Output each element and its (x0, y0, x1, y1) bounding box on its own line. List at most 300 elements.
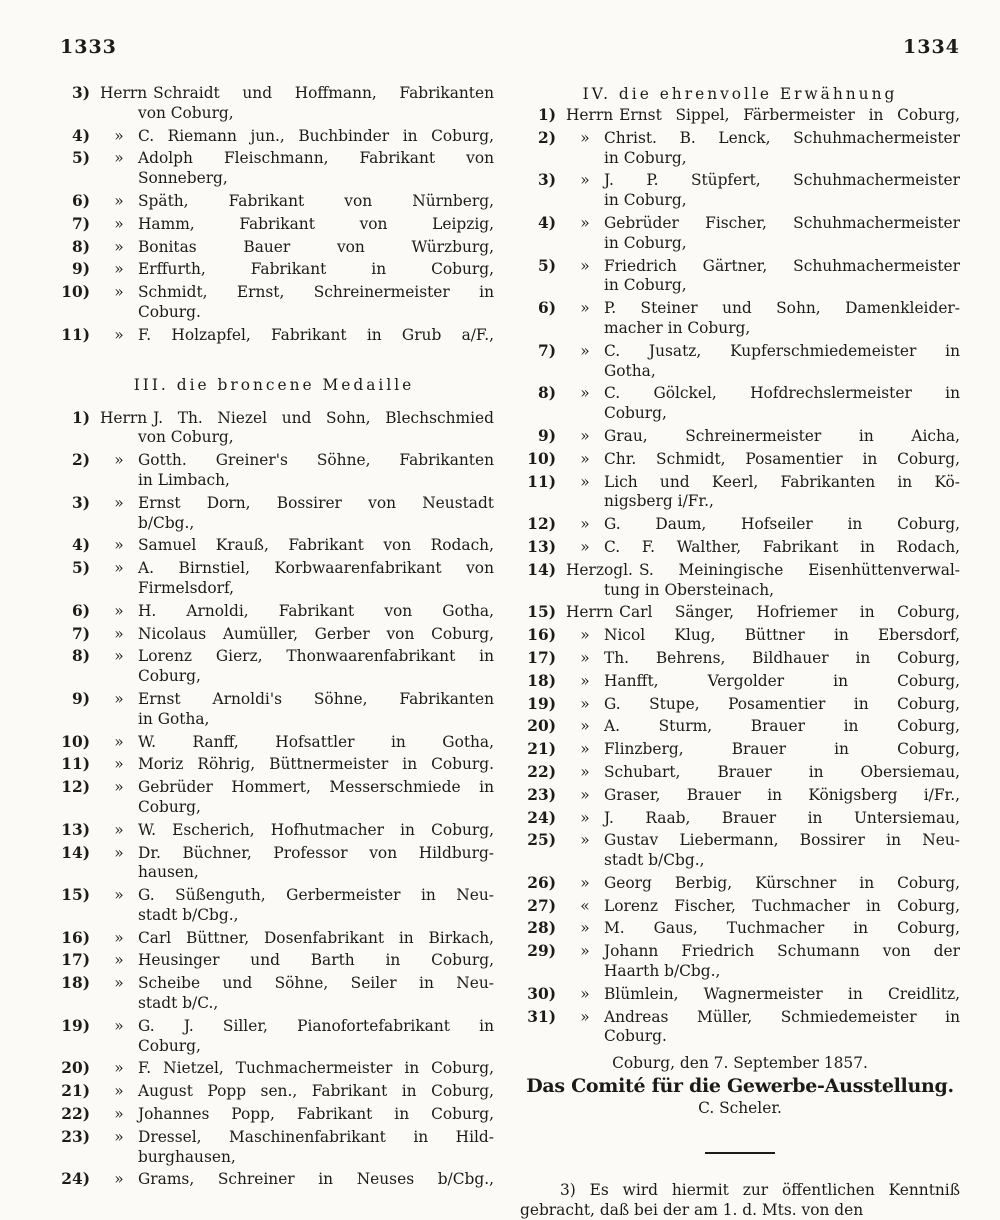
entry-line (520, 919, 960, 939)
indent-spacer (100, 798, 138, 818)
ditto-mark: » (580, 213, 590, 232)
entry-text: Lorenz Gierz, Thonwaarenfabrikant in (138, 647, 494, 666)
entry-number: 26) (527, 873, 556, 892)
ditto-mark: » (114, 214, 124, 233)
ditto-mark: » (114, 559, 124, 578)
entry-text: Dr. Büchner, Professor von Hildburg- (138, 843, 494, 862)
list-entry (520, 626, 960, 649)
entry-line (54, 326, 494, 346)
indent-spacer (54, 428, 100, 448)
indent-spacer (100, 169, 138, 189)
entry-number: 19) (527, 694, 556, 713)
entry-text: Schraidt und Hoffmann, Fabrikanten (153, 84, 494, 102)
list-entry (520, 561, 960, 604)
entry-continuation-text: hausen, (138, 863, 199, 882)
entry-continuation-text: Coburg, (604, 404, 667, 423)
entry-line (54, 1059, 494, 1079)
entry-continuation-text: Coburg, (138, 797, 201, 816)
entry-text: A. Birnstiel, Korbwaarenfabrikant von (138, 559, 494, 578)
entry-line (520, 538, 960, 558)
list-entry (54, 1128, 494, 1171)
entry-text: H. Arnoldi, Fabrikant von Gotha, (138, 601, 494, 620)
list-entry (520, 538, 960, 561)
entry-text: Lorenz Fischer, Tuchmacher in Coburg, (604, 896, 960, 915)
entry-number: 15) (527, 603, 556, 622)
ditto-mark: » (114, 1016, 124, 1035)
entry-line (520, 106, 960, 126)
entry-text: J. P. Stüpfert, Schuhmachermeister (604, 171, 960, 190)
list-entry (54, 821, 494, 844)
entry-number: 23) (61, 1127, 90, 1146)
list-entry (54, 559, 494, 602)
entry-text: Hamm, Fabrikant von Leipzig, (138, 214, 494, 233)
indent-spacer (520, 362, 566, 382)
indent-spacer (54, 104, 100, 124)
entry-line (520, 384, 960, 404)
entry-continuation-text: stadt b/Cbg., (604, 851, 705, 870)
entry-number: 8) (538, 384, 556, 403)
entry-line (54, 1017, 494, 1037)
entry-continuation-text: in Gotha, (138, 709, 210, 728)
entry-line (520, 171, 960, 191)
list-entry (520, 942, 960, 985)
indent-spacer (520, 276, 566, 296)
list-entry (520, 897, 960, 920)
entry-line (54, 929, 494, 949)
entry-line (54, 494, 494, 514)
right-column (520, 84, 960, 1220)
ditto-mark: » (580, 808, 590, 827)
entry-number: 11) (61, 755, 90, 774)
entry-text: Nicol Klug, Büttner in Ebersdorf, (604, 626, 960, 645)
ditto-mark: » (580, 942, 590, 961)
entry-number: 13) (527, 537, 556, 556)
entry-continuation-text: Gotha, (604, 361, 656, 380)
indent-spacer (54, 710, 100, 730)
entry-continuation-text: Firmelsdorf, (138, 578, 234, 597)
ditto-mark: » (114, 974, 124, 993)
indent-spacer (100, 1148, 138, 1168)
entry-number: 8) (72, 237, 90, 256)
ditto-mark: » (114, 1170, 124, 1189)
entry-line (520, 649, 960, 669)
entry-continuation-text: b/Cbg., (138, 513, 195, 532)
ditto-mark: » (580, 831, 590, 850)
entry-line (54, 755, 494, 775)
entry-text: August Popp sen., Fabrikant in Coburg, (138, 1082, 494, 1101)
ditto-mark: » (580, 626, 590, 645)
entry-continuation (520, 492, 960, 512)
ditto-mark: » (580, 873, 590, 892)
ditto-mark: » (114, 149, 124, 168)
entry-text: Christ. B. Lenck, Schuhmachermeister (604, 128, 960, 147)
signer-name: C. Scheler. (698, 1099, 782, 1118)
entry-continuation (520, 234, 960, 254)
entry-text: C. Jusatz, Kupferschmiedemeister in (604, 341, 960, 360)
entry-text: A. Sturm, Brauer in Coburg, (604, 717, 960, 736)
ditto-mark: » (580, 171, 590, 190)
ditto-mark: » (580, 426, 590, 445)
ditto-mark: » (580, 984, 590, 1003)
entry-number: 30) (527, 984, 556, 1003)
ditto-mark: » (114, 601, 124, 620)
indent-spacer (54, 906, 100, 926)
entry-number: 3) (72, 84, 90, 102)
entry-text: C. Riemann jun., Buchbinder in Coburg, (138, 126, 494, 145)
entry-line (520, 473, 960, 493)
entry-continuation (54, 710, 494, 730)
entry-line (520, 695, 960, 715)
entry-number: 7) (72, 624, 90, 643)
entry-number: 11) (61, 325, 90, 344)
entry-continuation (520, 276, 960, 296)
list-entry (54, 1170, 494, 1193)
entry-gap (520, 1047, 960, 1050)
entry-continuation-text: nigsberg i/Fr., (604, 492, 714, 511)
ditto-mark: » (114, 647, 124, 666)
entry-number: 18) (61, 974, 90, 993)
entry-text: Moriz Röhrig, Büttnermeister in Coburg. (138, 755, 494, 774)
list-entry (520, 809, 960, 832)
list-entry (520, 1008, 960, 1051)
entry-number: 2) (538, 128, 556, 147)
indent-spacer (520, 581, 566, 601)
entry-continuation-text: macher in Coburg, (604, 318, 751, 337)
ditto-mark: » (580, 537, 590, 556)
entry-continuation (520, 191, 960, 211)
indent-spacer (520, 319, 566, 339)
entry-text: Th. Behrens, Bildhauer in Coburg, (604, 648, 960, 667)
entry-number: 20) (527, 717, 556, 736)
ditto-mark: » (114, 1105, 124, 1124)
list-entry (54, 886, 494, 929)
indent-spacer (54, 471, 100, 491)
entry-continuation (520, 1027, 960, 1047)
entry-number: 24) (61, 1170, 90, 1189)
entry-text: Carl Sänger, Hofriemer in Coburg, (619, 603, 960, 622)
entry-continuation-text: stadt b/C., (138, 994, 219, 1013)
entry-number: 10) (527, 449, 556, 468)
entry-text: Georg Berbig, Kürschner in Coburg, (604, 873, 960, 892)
indent-spacer (566, 191, 604, 211)
entry-text: Bonitas Bauer von Würzburg, (138, 237, 494, 256)
ditto-mark: » (114, 126, 124, 145)
indent-spacer (54, 1148, 100, 1168)
entry-continuation-text: tung in Obersteinach, (604, 580, 775, 599)
ditto-mark: » (114, 191, 124, 210)
entry-continuation-text: von Coburg, (138, 428, 234, 447)
entry-text: Grau, Schreinermeister in Aicha, (604, 426, 960, 445)
entry-text: Ernst Arnoldi's Söhne, Fabrikanten (138, 689, 494, 708)
entry-continuation-text: burghausen, (138, 1147, 236, 1166)
entry-number: 20) (61, 1059, 90, 1078)
indent-spacer (100, 994, 138, 1014)
entry-continuation (520, 962, 960, 982)
indent-spacer (100, 303, 138, 323)
entry-line (54, 778, 494, 798)
entry-continuation-text: stadt b/Cbg., (138, 905, 239, 924)
entry-line (54, 238, 494, 258)
entry-text: Dressel, Maschinenfabrikant in Hild- (138, 1127, 494, 1146)
list-entry (520, 450, 960, 473)
ditto-mark: » (114, 820, 124, 839)
list-entry (54, 951, 494, 974)
ditto-mark: » (580, 762, 590, 781)
indent-spacer (100, 428, 138, 448)
entry-line (520, 874, 960, 894)
entry-text: Lich und Keerl, Fabrikanten in Kö- (604, 472, 960, 491)
indent-spacer (54, 303, 100, 323)
entry-number: 17) (61, 951, 90, 970)
list-entry (54, 494, 494, 537)
honorific: Herrn (566, 603, 614, 622)
entry-line (54, 149, 494, 169)
indent-spacer (54, 514, 100, 534)
list-entry (54, 192, 494, 215)
entry-line (520, 897, 960, 917)
entry-text: F. Nietzel, Tuchmachermeister in Coburg, (138, 1059, 494, 1078)
indent-spacer (100, 1037, 138, 1057)
entry-text: Graser, Brauer in Königsberg i/Fr., (604, 785, 960, 804)
indent-spacer (54, 1037, 100, 1057)
entry-gap (54, 346, 494, 349)
indent-spacer (520, 962, 566, 982)
entry-line (520, 717, 960, 737)
list-entry (54, 844, 494, 887)
entry-line (54, 127, 494, 147)
list-entry (54, 215, 494, 238)
entry-text: Adolph Fleischmann, Fabrikant von (138, 149, 494, 168)
entry-text: F. Holzapfel, Fabrikant in Grub a/F., (138, 325, 494, 344)
ditto-mark: » (580, 515, 590, 534)
indent-spacer (100, 579, 138, 599)
list-entry (54, 283, 494, 326)
entry-number: 17) (527, 648, 556, 667)
entry-line (54, 647, 494, 667)
entry-number: 21) (527, 740, 556, 759)
entry-number: 6) (538, 299, 556, 318)
ditto-mark: » (114, 951, 124, 970)
indent-spacer (566, 362, 604, 382)
ditto-mark: » (580, 472, 590, 491)
award-list-honorable-mention (520, 106, 960, 1050)
entry-line (54, 974, 494, 994)
ditto-mark: » (114, 1059, 124, 1078)
entry-line (520, 786, 960, 806)
entry-number: 9) (72, 260, 90, 279)
entry-number: 6) (72, 601, 90, 620)
list-entry (520, 129, 960, 172)
list-entry (520, 786, 960, 809)
entry-number: 5) (72, 559, 90, 578)
indent-spacer (566, 404, 604, 424)
entry-number: 19) (61, 1016, 90, 1035)
list-entry (520, 985, 960, 1008)
entry-continuation (54, 667, 494, 687)
entry-text: Hanfft, Vergolder in Coburg, (604, 671, 960, 690)
indent-spacer (54, 863, 100, 883)
indent-spacer (566, 1027, 604, 1047)
list-entry (54, 929, 494, 952)
list-entry (520, 603, 960, 626)
indent-spacer (100, 667, 138, 687)
date-line: Coburg, den 7. September 1857. (612, 1054, 868, 1073)
entry-text: Gebrüder Hommert, Messerschmiede in (138, 778, 494, 797)
ditto-mark: » (114, 237, 124, 256)
list-entry (520, 672, 960, 695)
list-entry (54, 647, 494, 690)
entry-continuation-text: Coburg. (138, 302, 201, 321)
indent-spacer (566, 276, 604, 296)
announcement-paragraph: 3) Es wird hiermit zur öffentlichen Kenntniß gebracht, daß bei der am 1. d. Mts. von den (520, 1181, 960, 1220)
entry-line (520, 299, 960, 319)
entry-line (54, 733, 494, 753)
entry-text: Schmidt, Ernst, Schreinermeister in (138, 283, 494, 302)
entry-text: Grams, Schreiner in Neuses b/Cbg., (138, 1170, 494, 1189)
ditto-mark: » (580, 256, 590, 275)
entry-text: G. Daum, Hofseiler in Coburg, (604, 515, 960, 534)
list-entry (54, 1017, 494, 1060)
entry-number: 1) (538, 106, 556, 124)
indent-spacer (100, 863, 138, 883)
ditto-mark: » (114, 886, 124, 905)
ditto-mark: » (114, 451, 124, 470)
entry-number: 18) (527, 671, 556, 690)
indent-spacer (566, 319, 604, 339)
list-entry (54, 602, 494, 625)
entry-continuation-text: Haarth b/Cbg., (604, 962, 721, 981)
entry-text: Späth, Fabrikant von Nürnberg, (138, 191, 494, 210)
entry-line (520, 763, 960, 783)
entry-continuation (54, 428, 494, 448)
list-entry (54, 755, 494, 778)
entry-continuation-text: Coburg. (604, 1027, 667, 1046)
entry-number: 31) (527, 1007, 556, 1026)
entry-line (54, 951, 494, 971)
ditto-mark: » (114, 778, 124, 797)
entry-continuation (520, 149, 960, 169)
entry-line (54, 260, 494, 280)
ditto-mark: » (580, 919, 590, 938)
entry-line (54, 84, 494, 104)
ditto-mark: » (114, 928, 124, 947)
entry-line (520, 603, 960, 623)
award-list-bronze-medal (54, 409, 494, 1194)
entry-text: Ernst Dorn, Bossirer von Neustadt (138, 493, 494, 512)
ditto-mark: » (580, 449, 590, 468)
list-entry (520, 384, 960, 427)
entry-line (54, 1170, 494, 1190)
entry-text: Andreas Müller, Schmiedemeister in (604, 1007, 960, 1026)
entry-number: 8) (72, 647, 90, 666)
entry-line (520, 740, 960, 760)
entry-number: 25) (527, 831, 556, 850)
list-entry (520, 299, 960, 342)
list-entry (520, 214, 960, 257)
entry-text: M. Gaus, Tuchmacher in Coburg, (604, 919, 960, 938)
entry-continuation (54, 863, 494, 883)
entry-number: 15) (61, 886, 90, 905)
entry-continuation-text: Sonneberg, (138, 169, 228, 188)
entry-line (54, 886, 494, 906)
ditto-mark: » (114, 755, 124, 774)
entry-number: 28) (527, 919, 556, 938)
entry-number: 5) (538, 256, 556, 275)
entry-text: C. Gölckel, Hofdrechslermeister in (604, 384, 960, 403)
ditto-mark: » (114, 260, 124, 279)
indent-spacer (566, 234, 604, 254)
list-entry (54, 1059, 494, 1082)
list-entry (520, 763, 960, 786)
entry-text: Heusinger und Barth in Coburg, (138, 951, 494, 970)
indent-spacer (566, 851, 604, 871)
entry-text: Schubart, Brauer in Obersiemau, (604, 762, 960, 781)
entry-line (54, 1128, 494, 1148)
ditto-mark: « (580, 896, 590, 915)
list-entry (520, 106, 960, 129)
honorific: Herrn (566, 106, 614, 124)
entry-number: 4) (72, 126, 90, 145)
entry-continuation-text: in Coburg, (604, 276, 687, 295)
honorific: Herrn (100, 84, 148, 102)
ditto-mark: » (580, 671, 590, 690)
indent-spacer (54, 798, 100, 818)
list-entry (520, 919, 960, 942)
indent-spacer (100, 514, 138, 534)
ditto-mark: » (114, 493, 124, 512)
entry-continuation (54, 471, 494, 491)
entry-number: 7) (538, 341, 556, 360)
entry-line (520, 626, 960, 646)
section-heading-bronze-medal: III. die broncene Medaille (133, 375, 415, 394)
list-entry (520, 831, 960, 874)
entry-line (520, 831, 960, 851)
left-column (54, 84, 494, 1193)
entry-text: Flinzberg, Brauer in Coburg, (604, 740, 960, 759)
entry-line (54, 1105, 494, 1125)
ditto-mark: » (580, 384, 590, 403)
ditto-mark: » (580, 694, 590, 713)
list-entry (54, 84, 494, 127)
ditto-mark: » (114, 843, 124, 862)
entry-text: Ernst Sippel, Färbermeister in Coburg, (619, 106, 960, 124)
ditto-mark: » (114, 536, 124, 555)
entry-number: 4) (538, 213, 556, 232)
ditto-mark: » (580, 717, 590, 736)
award-list-silver-continued (54, 84, 494, 349)
entry-number: 3) (72, 493, 90, 512)
indent-spacer (566, 962, 604, 982)
section-divider (705, 1152, 775, 1154)
entry-continuation-text: in Coburg, (604, 191, 687, 210)
entry-gap (54, 1190, 494, 1193)
entry-number: 29) (527, 942, 556, 961)
entry-text: Gotth. Greiner's Söhne, Fabrikanten (138, 451, 494, 470)
entry-text: J. Raab, Brauer in Untersiemau, (604, 808, 960, 827)
list-entry (54, 1082, 494, 1105)
entry-continuation (54, 303, 494, 323)
entry-text: C. F. Walther, Fabrikant in Rodach, (604, 537, 960, 556)
entry-line (54, 821, 494, 841)
ditto-mark: » (114, 1082, 124, 1101)
list-entry (520, 515, 960, 538)
ditto-mark: » (580, 128, 590, 147)
entry-number: 2) (72, 451, 90, 470)
entry-line (520, 515, 960, 535)
list-entry (54, 974, 494, 1017)
ditto-mark: » (580, 299, 590, 318)
entry-number: 14) (61, 843, 90, 862)
